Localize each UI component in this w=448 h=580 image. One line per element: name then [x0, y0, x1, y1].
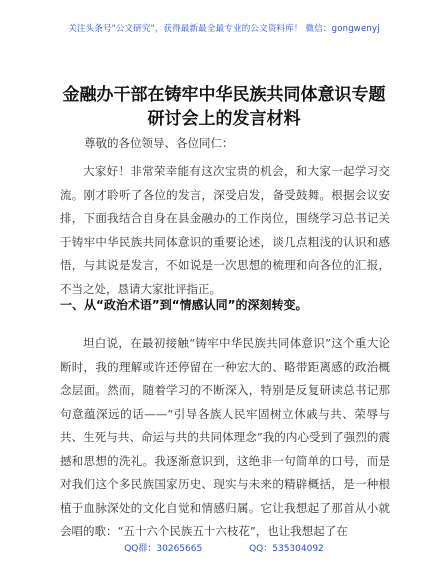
- document-title: 金融办干部在铸牢中华民族共同体意识专题研讨会上的发言材料: [62, 85, 386, 129]
- promo-banner: 关注头条号"公文研究"，获得最新最全最专业的公文资料库！ 微信：gongwenyj: [68, 24, 380, 34]
- paragraph-intro: 大家好！非常荣幸能有这次宝贵的机会，和大家一起学习交流。刚才聆听了各位的发言，深受启发，备受鼓舞。根据会议安排，下面我结合自身在县金融办的工作岗位，围绕学习总书记关于铸牢中华民族共同体意识的重要论述，谈几点粗浅的认识和感悟，与其说是发言，不如说是一次思想的梳理和向各位的汇报，不当之处，恳请大家批评指正。: [60, 164, 390, 296]
- qq-contact-text: QQ：535304092: [249, 544, 324, 554]
- section-heading-1: 一、从“政治术语”到“情感认同”的深刻转变。: [60, 298, 308, 312]
- paragraph-section-1: 坦白说，在最初接触“铸牢中华民族共同体意识”这个重大论断时，我的理解或许还停留在一种宏大的、略带距离感的政治概念层面。然而，随着学习的不断深入，特别是反复研读总书记那句意蕴深远的话——“引导各族人民牢固树立休戚与共、荣辱与共、生死与共、命运与共的共同体理念”我的内心受到了强烈的震撼和思想的洗礼。我逐渐意识到，这绝非一句简单的口号，而是对我们这个多民族国家历史、现实与未来的精辟概括，是一种根植于血脉深处的文化自觉和情感归属。它让我想起了那首从小就会唱的歌：“五十六个民族五十六枝花”，也让我想起了在: [60, 336, 390, 538]
- qq-group-text: QQ群：30265665: [124, 544, 203, 554]
- salutation: 尊敬的各位领导、各位同仁：: [84, 136, 234, 150]
- contact-footer: [0, 541, 448, 554]
